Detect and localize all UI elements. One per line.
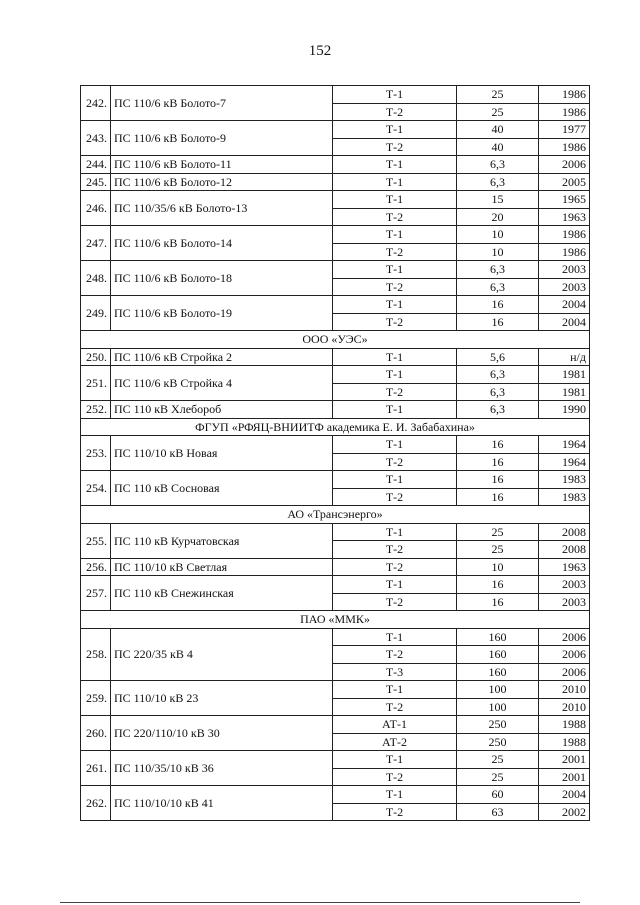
row-number: 254. [81, 471, 111, 506]
transformer-year: 1964 [539, 436, 590, 454]
transformer-year: 2008 [539, 541, 590, 559]
transformer-year: 2006 [539, 628, 590, 646]
table-row [81, 751, 590, 769]
substation-name: ПС 220/35 кВ 4 [111, 628, 333, 681]
substation-name: ПС 110/6 кВ Болото-19 [111, 296, 333, 331]
transformer-id: Т-2 [333, 313, 457, 331]
table-row [81, 86, 590, 104]
transformer-id: Т-2 [333, 208, 457, 226]
transformer-id: Т-1 [333, 471, 457, 489]
substation-name: ПС 110 кВ Хлебороб [111, 401, 333, 419]
transformer-id: Т-2 [333, 646, 457, 664]
transformer-year: 2003 [539, 278, 590, 296]
substation-name: ПС 110/6 кВ Стройка 2 [111, 348, 333, 366]
transformer-year: 2001 [539, 768, 590, 786]
transformer-power: 6,3 [457, 366, 539, 384]
table-row [81, 681, 590, 699]
transformer-power: 40 [457, 121, 539, 139]
transformer-power: 40 [457, 138, 539, 156]
transformer-id: Т-2 [333, 383, 457, 401]
transformer-id: Т-1 [333, 366, 457, 384]
transformer-power: 16 [457, 576, 539, 594]
transformer-power: 16 [457, 488, 539, 506]
transformer-id: АТ-1 [333, 716, 457, 734]
transformer-power: 63 [457, 803, 539, 821]
transformer-year: 1983 [539, 471, 590, 489]
substation-name: ПС 220/110/10 кВ 30 [111, 716, 333, 751]
transformer-power: 25 [457, 103, 539, 121]
transformer-year: 1964 [539, 453, 590, 471]
table-row [81, 628, 590, 646]
transformer-id: Т-1 [333, 121, 457, 139]
substation-table [80, 85, 590, 821]
transformer-power: 16 [457, 471, 539, 489]
transformer-id: Т-1 [333, 156, 457, 174]
transformer-id: Т-1 [333, 348, 457, 366]
page-number: 152 [308, 43, 332, 59]
transformer-id: Т-2 [333, 453, 457, 471]
transformer-power: 6,3 [457, 278, 539, 296]
transformer-id: Т-1 [333, 751, 457, 769]
substation-name: ПС 110/6 кВ Болото-11 [111, 156, 333, 174]
organization-name: АО «Трансэнерго» [81, 506, 590, 524]
table-row [81, 121, 590, 139]
transformer-year: 1986 [539, 243, 590, 261]
row-number: 250. [81, 348, 111, 366]
transformer-year: 2003 [539, 576, 590, 594]
transformer-year: 2003 [539, 593, 590, 611]
transformer-power: 160 [457, 646, 539, 664]
transformer-year: 2008 [539, 523, 590, 541]
table-row [81, 716, 590, 734]
row-number: 262. [81, 786, 111, 821]
transformer-power: 25 [457, 541, 539, 559]
transformer-power: 5,6 [457, 348, 539, 366]
transformer-id: Т-2 [333, 593, 457, 611]
transformer-year: 1981 [539, 383, 590, 401]
transformer-year: 2004 [539, 296, 590, 314]
transformer-id: Т-1 [333, 261, 457, 279]
row-number: 258. [81, 628, 111, 681]
table-row [81, 576, 590, 594]
transformer-power: 6,3 [457, 173, 539, 191]
substation-name: ПС 110/6 кВ Болото-14 [111, 226, 333, 261]
transformer-year: 2004 [539, 313, 590, 331]
transformer-id: Т-2 [333, 541, 457, 559]
transformer-id: Т-1 [333, 628, 457, 646]
row-number: 249. [81, 296, 111, 331]
transformer-id: Т-1 [333, 436, 457, 454]
transformer-year: 1965 [539, 191, 590, 209]
transformer-id: Т-3 [333, 663, 457, 681]
row-number: 256. [81, 558, 111, 576]
transformer-id: Т-2 [333, 488, 457, 506]
transformer-year: 2006 [539, 646, 590, 664]
transformer-year: 1963 [539, 558, 590, 576]
substation-name: ПС 110 кВ Сосновая [111, 471, 333, 506]
table-row [81, 786, 590, 804]
transformer-id: Т-2 [333, 138, 457, 156]
table-row [81, 226, 590, 244]
transformer-power: 250 [457, 716, 539, 734]
transformer-year: 1986 [539, 138, 590, 156]
transformer-id: Т-1 [333, 576, 457, 594]
transformer-power: 25 [457, 768, 539, 786]
transformer-power: 10 [457, 226, 539, 244]
transformer-year: 2010 [539, 681, 590, 699]
transformer-id: Т-2 [333, 278, 457, 296]
transformer-power: 16 [457, 436, 539, 454]
transformer-power: 6,3 [457, 401, 539, 419]
substation-name: ПС 110/6 кВ Болото-12 [111, 173, 333, 191]
row-number: 247. [81, 226, 111, 261]
transformer-id: Т-2 [333, 103, 457, 121]
transformer-power: 25 [457, 523, 539, 541]
table-row [81, 156, 590, 174]
row-number: 251. [81, 366, 111, 401]
transformer-year: 2004 [539, 786, 590, 804]
transformer-year: 1963 [539, 208, 590, 226]
transformer-year: 2002 [539, 803, 590, 821]
substation-name: ПС 110/6 кВ Болото-9 [111, 121, 333, 156]
table-row [81, 296, 590, 314]
transformer-year: 1986 [539, 103, 590, 121]
transformer-power: 16 [457, 453, 539, 471]
transformer-id: Т-1 [333, 681, 457, 699]
row-number: 253. [81, 436, 111, 471]
row-number: 242. [81, 86, 111, 121]
substation-name: ПС 110/10 кВ Светлая [111, 558, 333, 576]
table-row [81, 366, 590, 384]
table-row [81, 261, 590, 279]
transformer-power: 10 [457, 558, 539, 576]
table-row [81, 471, 590, 489]
substation-name: ПС 110/10/10 кВ 41 [111, 786, 333, 821]
substation-name: ПС 110/10 кВ Новая [111, 436, 333, 471]
transformer-id: Т-1 [333, 173, 457, 191]
transformer-id: Т-2 [333, 558, 457, 576]
transformer-power: 15 [457, 191, 539, 209]
substation-name: ПС 110/10 кВ 23 [111, 681, 333, 716]
transformer-id: Т-2 [333, 698, 457, 716]
transformer-id: Т-2 [333, 243, 457, 261]
substation-name: ПС 110 кВ Курчатовская [111, 523, 333, 558]
transformer-year: 1983 [539, 488, 590, 506]
table-row [81, 191, 590, 209]
transformer-power: 250 [457, 733, 539, 751]
substation-name: ПС 110 кВ Снежинская [111, 576, 333, 611]
row-number: 261. [81, 751, 111, 786]
transformer-power: 160 [457, 663, 539, 681]
transformer-id: Т-2 [333, 768, 457, 786]
transformer-id: Т-1 [333, 401, 457, 419]
transformer-id: Т-1 [333, 523, 457, 541]
transformer-power: 6,3 [457, 383, 539, 401]
transformer-power: 6,3 [457, 156, 539, 174]
page-bottom-rule [60, 902, 580, 903]
transformer-id: Т-2 [333, 803, 457, 821]
organization-name: ПАО «ММК» [81, 611, 590, 629]
transformer-id: Т-1 [333, 786, 457, 804]
transformer-year: 1977 [539, 121, 590, 139]
transformer-power: 16 [457, 313, 539, 331]
transformer-power: 100 [457, 681, 539, 699]
transformer-year: 2005 [539, 173, 590, 191]
transformer-power: 20 [457, 208, 539, 226]
substation-name: ПС 110/35/10 кВ 36 [111, 751, 333, 786]
organization-name: ООО «УЭС» [81, 331, 590, 349]
substation-name: ПС 110/6 кВ Болото-18 [111, 261, 333, 296]
substation-name: ПС 110/35/6 кВ Болото-13 [111, 191, 333, 226]
substation-name: ПС 110/6 кВ Болото-7 [111, 86, 333, 121]
row-number: 257. [81, 576, 111, 611]
row-number: 255. [81, 523, 111, 558]
row-number: 252. [81, 401, 111, 419]
transformer-year: 2010 [539, 698, 590, 716]
organization-row [81, 418, 590, 436]
transformer-id: Т-1 [333, 296, 457, 314]
transformer-power: 100 [457, 698, 539, 716]
transformer-year: 2006 [539, 156, 590, 174]
transformer-power: 16 [457, 593, 539, 611]
organization-row [81, 331, 590, 349]
transformer-year: 1986 [539, 226, 590, 244]
transformer-year: 1990 [539, 401, 590, 419]
row-number: 244. [81, 156, 111, 174]
row-number: 246. [81, 191, 111, 226]
table-row [81, 401, 590, 419]
transformer-power: 10 [457, 243, 539, 261]
transformer-power: 25 [457, 751, 539, 769]
transformer-year: 2001 [539, 751, 590, 769]
transformer-id: Т-1 [333, 191, 457, 209]
table-row [81, 173, 590, 191]
row-number: 245. [81, 173, 111, 191]
transformer-power: 6,3 [457, 261, 539, 279]
row-number: 243. [81, 121, 111, 156]
row-number: 259. [81, 681, 111, 716]
transformer-year: 1986 [539, 86, 590, 104]
transformer-year: 1981 [539, 366, 590, 384]
transformer-power: 16 [457, 296, 539, 314]
table-row [81, 523, 590, 541]
transformer-year: 2006 [539, 663, 590, 681]
organization-name: ФГУП «РФЯЦ-ВНИИТФ академика Е. И. Забабахина» [81, 418, 590, 436]
table-row [81, 558, 590, 576]
transformer-power: 160 [457, 628, 539, 646]
transformer-power: 25 [457, 86, 539, 104]
organization-row [81, 611, 590, 629]
table-row [81, 348, 590, 366]
table-row [81, 436, 590, 454]
transformer-year: н/д [539, 348, 590, 366]
transformer-year: 1988 [539, 733, 590, 751]
organization-row [81, 506, 590, 524]
transformer-year: 2003 [539, 261, 590, 279]
transformer-power: 60 [457, 786, 539, 804]
transformer-year: 1988 [539, 716, 590, 734]
row-number: 248. [81, 261, 111, 296]
substation-name: ПС 110/6 кВ Стройка 4 [111, 366, 333, 401]
transformer-id: АТ-2 [333, 733, 457, 751]
transformer-id: Т-1 [333, 86, 457, 104]
row-number: 260. [81, 716, 111, 751]
transformer-id: Т-1 [333, 226, 457, 244]
